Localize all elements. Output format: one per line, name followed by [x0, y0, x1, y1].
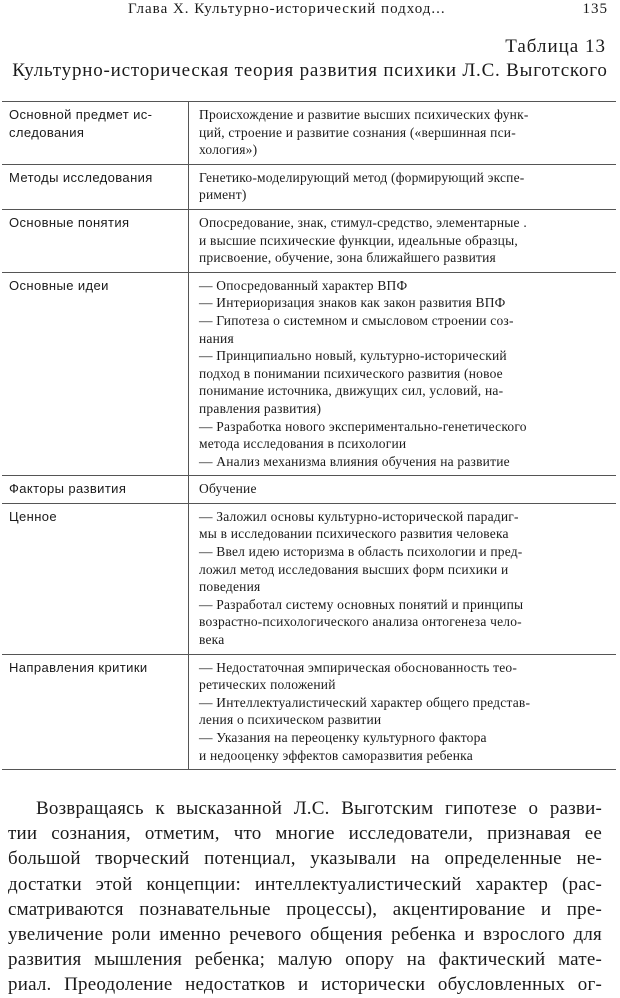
row-value-line: возрастно-психологического анализа онтогенеза чело-	[199, 614, 522, 630]
row-value-line: мы в исследовании психического развития человека	[199, 526, 509, 542]
running-head	[0, 1, 620, 25]
row-key	[2, 164, 189, 209]
row-key-line: следования	[9, 124, 85, 140]
table-title: Культурно-историческая теория развития психики Л.С. Выготского	[12, 60, 608, 81]
row-key-line: Факторы развития	[9, 481, 127, 497]
row-key	[2, 272, 189, 476]
row-value-line: ретических положений	[199, 677, 336, 693]
row-value-line: и недооценку эффектов саморазвития ребенка	[199, 747, 473, 763]
row-key-line: Основные понятия	[9, 214, 130, 230]
row-value-line: — Разработка нового экспериментально-генетического	[199, 418, 527, 434]
row-value-line: Генетико-моделирующий метод (формирующий экспе-	[199, 169, 525, 185]
row-value-line: правления развития)	[199, 400, 322, 416]
row-key-line: Методы исследования	[9, 169, 153, 185]
row-key	[2, 654, 189, 770]
theory-table	[2, 101, 616, 770]
row-key-line: Основные идеи	[9, 277, 109, 293]
body-paragraph	[8, 796, 602, 998]
paragraph-line: Возвращаясь к высказанной Л.С. Выготским гипотезе о разви-	[36, 798, 602, 819]
row-value-line: — Принципиально новый, культурно-исторический	[199, 348, 507, 364]
paragraph-line: сматриваются познавательные процессы), акцентирование и пре-	[8, 898, 602, 920]
row-key	[2, 102, 189, 165]
row-value-line: — Опосредованный характер ВПФ	[199, 277, 408, 293]
row-value-line: Обучение	[199, 481, 257, 497]
row-value-line: поведения	[199, 579, 261, 595]
row-value-line: ций, строение и развитие сознания («вершинная пси-	[199, 124, 516, 140]
row-value	[189, 272, 617, 476]
row-value	[189, 209, 617, 272]
row-value-line: Опосредование, знак, стимул-средство, элементарные .	[199, 214, 527, 230]
row-value-line: хология»)	[199, 142, 258, 158]
row-key-line: Направления критики	[9, 659, 148, 675]
row-value	[189, 503, 617, 654]
page-number: 135	[582, 1, 608, 17]
row-value-line: нания	[199, 330, 234, 346]
row-value	[189, 654, 617, 770]
table-row-ideas	[2, 272, 616, 476]
table-label: Таблица 13	[505, 36, 606, 57]
row-key	[2, 503, 189, 654]
table-row-criticism	[2, 654, 616, 770]
paragraph-line: большой творческий потенциал, указывали на определенные не-	[8, 848, 602, 870]
table-row-factors	[2, 476, 616, 504]
paragraph-line: риал. Преодоление недостатков и исторически обусловленных ог-	[8, 974, 602, 996]
row-value-line: понимание источника, движущих сил, условий, на-	[199, 383, 504, 399]
row-value-line: ложил метод исследования высших форм психики и	[199, 561, 509, 577]
row-value	[189, 476, 617, 504]
row-value-line: — Гипотеза о системном и смысловом строении соз-	[199, 312, 514, 328]
row-value-line: подход в понимании психического развития (новое	[199, 365, 503, 381]
table-row-methods	[2, 164, 616, 209]
row-value-line: века	[199, 632, 225, 648]
row-key-line: Основной предмет ис-	[9, 107, 153, 122]
row-value-line: Происхождение и развитие высших психических функ-	[199, 107, 529, 122]
row-value	[189, 102, 617, 165]
row-key-line: Ценное	[9, 508, 58, 524]
row-key	[2, 476, 189, 504]
row-value-line: — Заложил основы культурно-исторической парадиг-	[199, 508, 519, 524]
paragraph-line: развития мышления ребенка; малую опору на фактический мате-	[8, 949, 602, 971]
paragraph-line: увеличение роли именно речевого общения ребенка и взрослого для	[8, 924, 602, 946]
row-value-line: — Анализ механизма влияния обучения на развитие	[199, 453, 510, 469]
running-title: Глава X. Культурно-исторический подход...	[128, 1, 446, 17]
table-row-concepts	[2, 209, 616, 272]
row-value-line: — Интериоризация знаков как закон развития ВПФ	[199, 295, 506, 311]
paragraph-line: достатки этой концепции: интеллектуалистический характер (рас-	[8, 873, 602, 895]
row-value-line: и высшие психические функции, идеальные образцы,	[199, 232, 518, 248]
row-key	[2, 209, 189, 272]
row-value-line: римент)	[199, 187, 247, 203]
table-row-subject	[2, 102, 616, 165]
row-value-line: — Ввел идею историзма в область психологии и пред-	[199, 544, 523, 560]
paragraph-line: тии сознания, отметим, что многие исследователи, признавая ее	[8, 823, 602, 845]
row-value-line: — Интеллектуалистический характер общего представ-	[199, 694, 531, 710]
row-value-line: метода исследования в психологии	[199, 436, 407, 452]
row-value-line: — Разработал систему основных понятий и принципы	[199, 596, 524, 612]
row-value-line: — Указания на переоценку культурного фактора	[199, 730, 487, 745]
row-value-line: ления о психическом развитии	[199, 712, 382, 728]
row-value-line: — Недостаточная эмпирическая обоснованность тео-	[199, 659, 518, 675]
row-value	[189, 164, 617, 209]
row-value-line: присвоение, обучение, зона ближайшего развития	[199, 250, 496, 266]
table-row-valuable	[2, 503, 616, 654]
